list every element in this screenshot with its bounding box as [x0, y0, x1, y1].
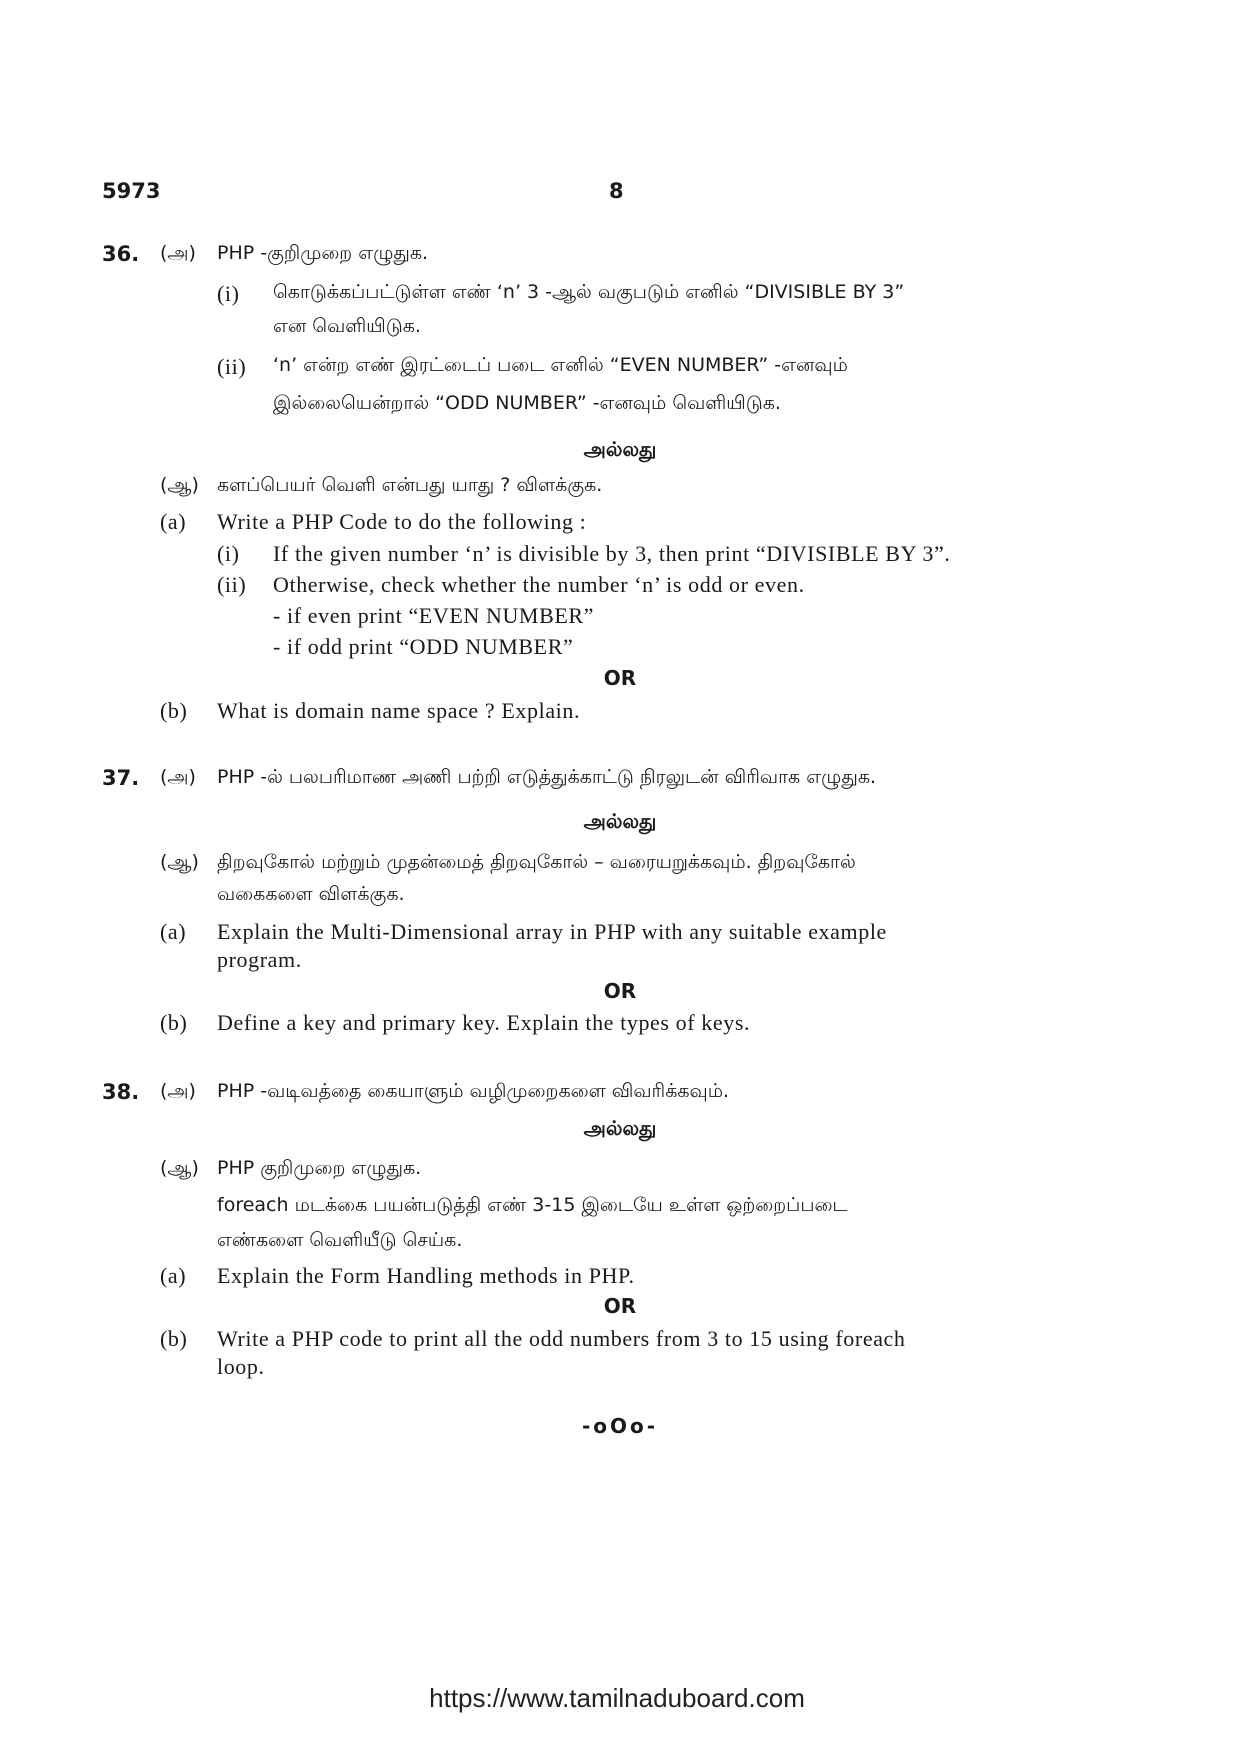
- q38-tamil-aa-label: (ஆ): [160, 1157, 199, 1179]
- q38-en-b-text-1: Write a PHP code to print all the odd numbers from 3 to 15 using foreach: [217, 1326, 906, 1351]
- q37-en-a-label: (a): [160, 919, 187, 944]
- q38-tamil-aa-text: PHP குறிமுறை எழுதுக.: [217, 1157, 422, 1179]
- q38-tamil-aa-text-3: எண்களை வெளியீடு செய்க.: [217, 1229, 463, 1251]
- q36-tamil-i-text-1: கொடுக்கப்பட்டுள்ள எண் ‘n’ 3 -ஆல் வகுபடும் எனில் “DIVISIBLE BY 3”: [273, 281, 905, 303]
- q36-tamil-a-label: (அ): [160, 242, 196, 264]
- q36-en-ii-text: Otherwise, check whether the number ‘n’ is odd or even.: [273, 572, 805, 597]
- q36-en-ii-label: (ii): [217, 572, 247, 597]
- end-of-paper-mark: -oOo-: [581, 1414, 659, 1438]
- paper-code: 5973: [102, 179, 161, 203]
- question-number-36: 36.: [102, 242, 140, 266]
- q37-tamil-a-label: (அ): [160, 766, 196, 788]
- q36-or-tamil: அல்லது: [583, 437, 657, 461]
- q38-tamil-a-label: (அ): [160, 1080, 196, 1102]
- q36-en-i-label: (i): [217, 541, 240, 566]
- q36-tamil-a-text: PHP -குறிமுறை எழுதுக.: [217, 242, 429, 264]
- q38-en-a-text: Explain the Form Handling methods in PHP.: [217, 1263, 635, 1288]
- q36-en-a-label: (a): [160, 509, 187, 534]
- q38-en-a-label: (a): [160, 1263, 187, 1288]
- q37-tamil-aa-label: (ஆ): [160, 851, 199, 873]
- q36-en-b-label: (b): [160, 698, 188, 723]
- q38-tamil-a-text: PHP -வடிவத்தை கையாளும் வழிமுறைகளை விவரிக்கவும்.: [217, 1080, 730, 1102]
- q36-tamil-ii-label: (ii): [217, 354, 247, 379]
- question-number-37: 37.: [102, 766, 140, 790]
- q36-en-a-text: Write a PHP Code to do the following :: [217, 509, 587, 534]
- q38-en-b-label: (b): [160, 1326, 188, 1351]
- q36-tamil-i-text-2: என வெளியிடுக.: [273, 315, 421, 337]
- q36-en-even: - if even print “EVEN NUMBER”: [273, 603, 595, 628]
- q38-or-english: OR: [603, 1294, 637, 1318]
- footer-url-link[interactable]: https://www.tamilnaduboard.com: [429, 1683, 805, 1713]
- q38-en-b-text-2: loop.: [217, 1354, 265, 1379]
- q36-tamil-aa-label: (ஆ): [160, 474, 199, 496]
- q37-tamil-a-text: PHP -ல் பலபரிமாண அணி பற்றி எடுத்துக்காட்டு நிரலுடன் விரிவாக எழுதுக.: [217, 766, 877, 788]
- q36-tamil-aa-text: களப்பெயர் வெளி என்பது யாது ? விளக்குக.: [217, 474, 603, 496]
- q36-tamil-ii-text-2: இல்லையென்றால் “ODD NUMBER” -எனவும் வெளியிடுக.: [273, 392, 781, 414]
- q36-tamil-i-label: (i): [217, 281, 240, 306]
- q36-en-odd: - if odd print “ODD NUMBER”: [273, 634, 574, 659]
- q37-en-a-text-1: Explain the Multi-Dimensional array in PHP with any suitable example: [217, 919, 887, 944]
- q37-or-tamil: அல்லது: [583, 809, 657, 833]
- q37-or-english: OR: [603, 979, 637, 1003]
- page-number: 8: [609, 179, 624, 203]
- q36-en-i-text: If the given number ‘n’ is divisible by 3, then print “DIVISIBLE BY 3”.: [273, 541, 951, 566]
- q38-tamil-aa-text-2: foreach மடக்கை பயன்படுத்தி எண் 3-15 இடையே உள்ள ஒற்றைப்படை: [217, 1194, 848, 1216]
- q36-or-english: OR: [603, 666, 637, 690]
- q37-tamil-aa-text-2: வகைகளை விளக்குக.: [217, 883, 405, 905]
- q37-tamil-aa-text-1: திறவுகோல் மற்றும் முதன்மைத் திறவுகோல் – வரையறுக்கவும். திறவுகோல்: [217, 851, 856, 873]
- q36-tamil-ii-text-1: ‘n’ என்ற எண் இரட்டைப் படை எனில் “EVEN NUMBER” -எனவும்: [273, 354, 848, 376]
- question-number-38: 38.: [102, 1080, 140, 1104]
- q38-or-tamil: அல்லது: [583, 1116, 657, 1140]
- q37-en-b-text: Define a key and primary key. Explain the types of keys.: [217, 1010, 751, 1035]
- q37-en-a-text-2: program.: [217, 947, 302, 972]
- q37-en-b-label: (b): [160, 1010, 188, 1035]
- q36-en-b-text: What is domain name space ? Explain.: [217, 698, 581, 723]
